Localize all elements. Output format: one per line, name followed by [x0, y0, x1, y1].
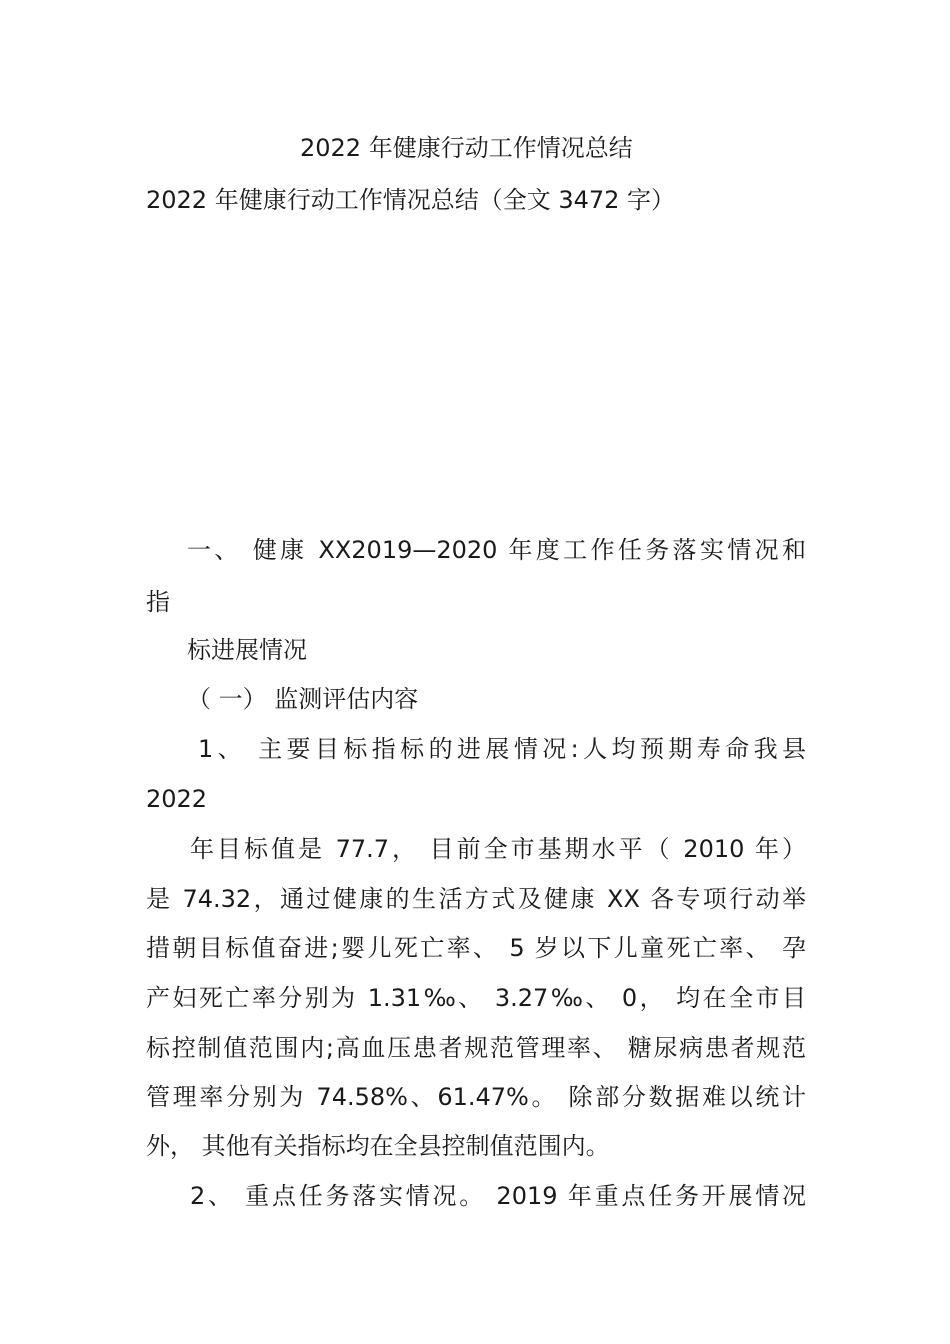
subsection-heading: （ 一） 监测评估内容 [187, 685, 419, 713]
paragraph-line: 措朝目标值奋进;婴儿死亡率、 5 岁以下儿童死亡率、 孕 [146, 934, 806, 962]
paragraph-line: 是 74.32，通过健康的生活方式及健康 XX 各专项行动举 [146, 885, 806, 913]
paragraph-line: 2022 [146, 785, 208, 813]
section-heading-line: 一、 健康 XX2019—2020 年度工作任务落实情况和 [187, 536, 806, 564]
paragraph-line: 2、 重点任务落实情况。 2019 年重点任务开展情况 [190, 1182, 806, 1210]
document-subtitle: 2022 年健康行动工作情况总结（全文 3472 字） [146, 186, 676, 214]
paragraph-line: 年目标值是 77.7， 目前全市基期水平（ 2010 年） [190, 835, 806, 863]
paragraph-line: 标控制值范围内;高血压患者规范管理率、 糖尿病患者规范 [146, 1034, 806, 1062]
paragraph-line: 管理率分别为 74.58%、61.47%。 除部分数据难以统计 [146, 1083, 806, 1111]
section-heading-line: 标进展情况 [187, 636, 307, 664]
paragraph-line: 1、 主要目标指标的进展情况:人均预期寿命我县 [198, 735, 806, 763]
paragraph-line: 外， 其他有关指标均在全县控制值范围内。 [146, 1132, 610, 1160]
section-heading-line: 指 [146, 588, 170, 616]
paragraph-line: 产妇死亡率分别为 1.31‰、 3.27‰、 0， 均在全市目 [146, 984, 806, 1012]
document-title: 2022 年健康行动工作情况总结 [300, 134, 633, 162]
